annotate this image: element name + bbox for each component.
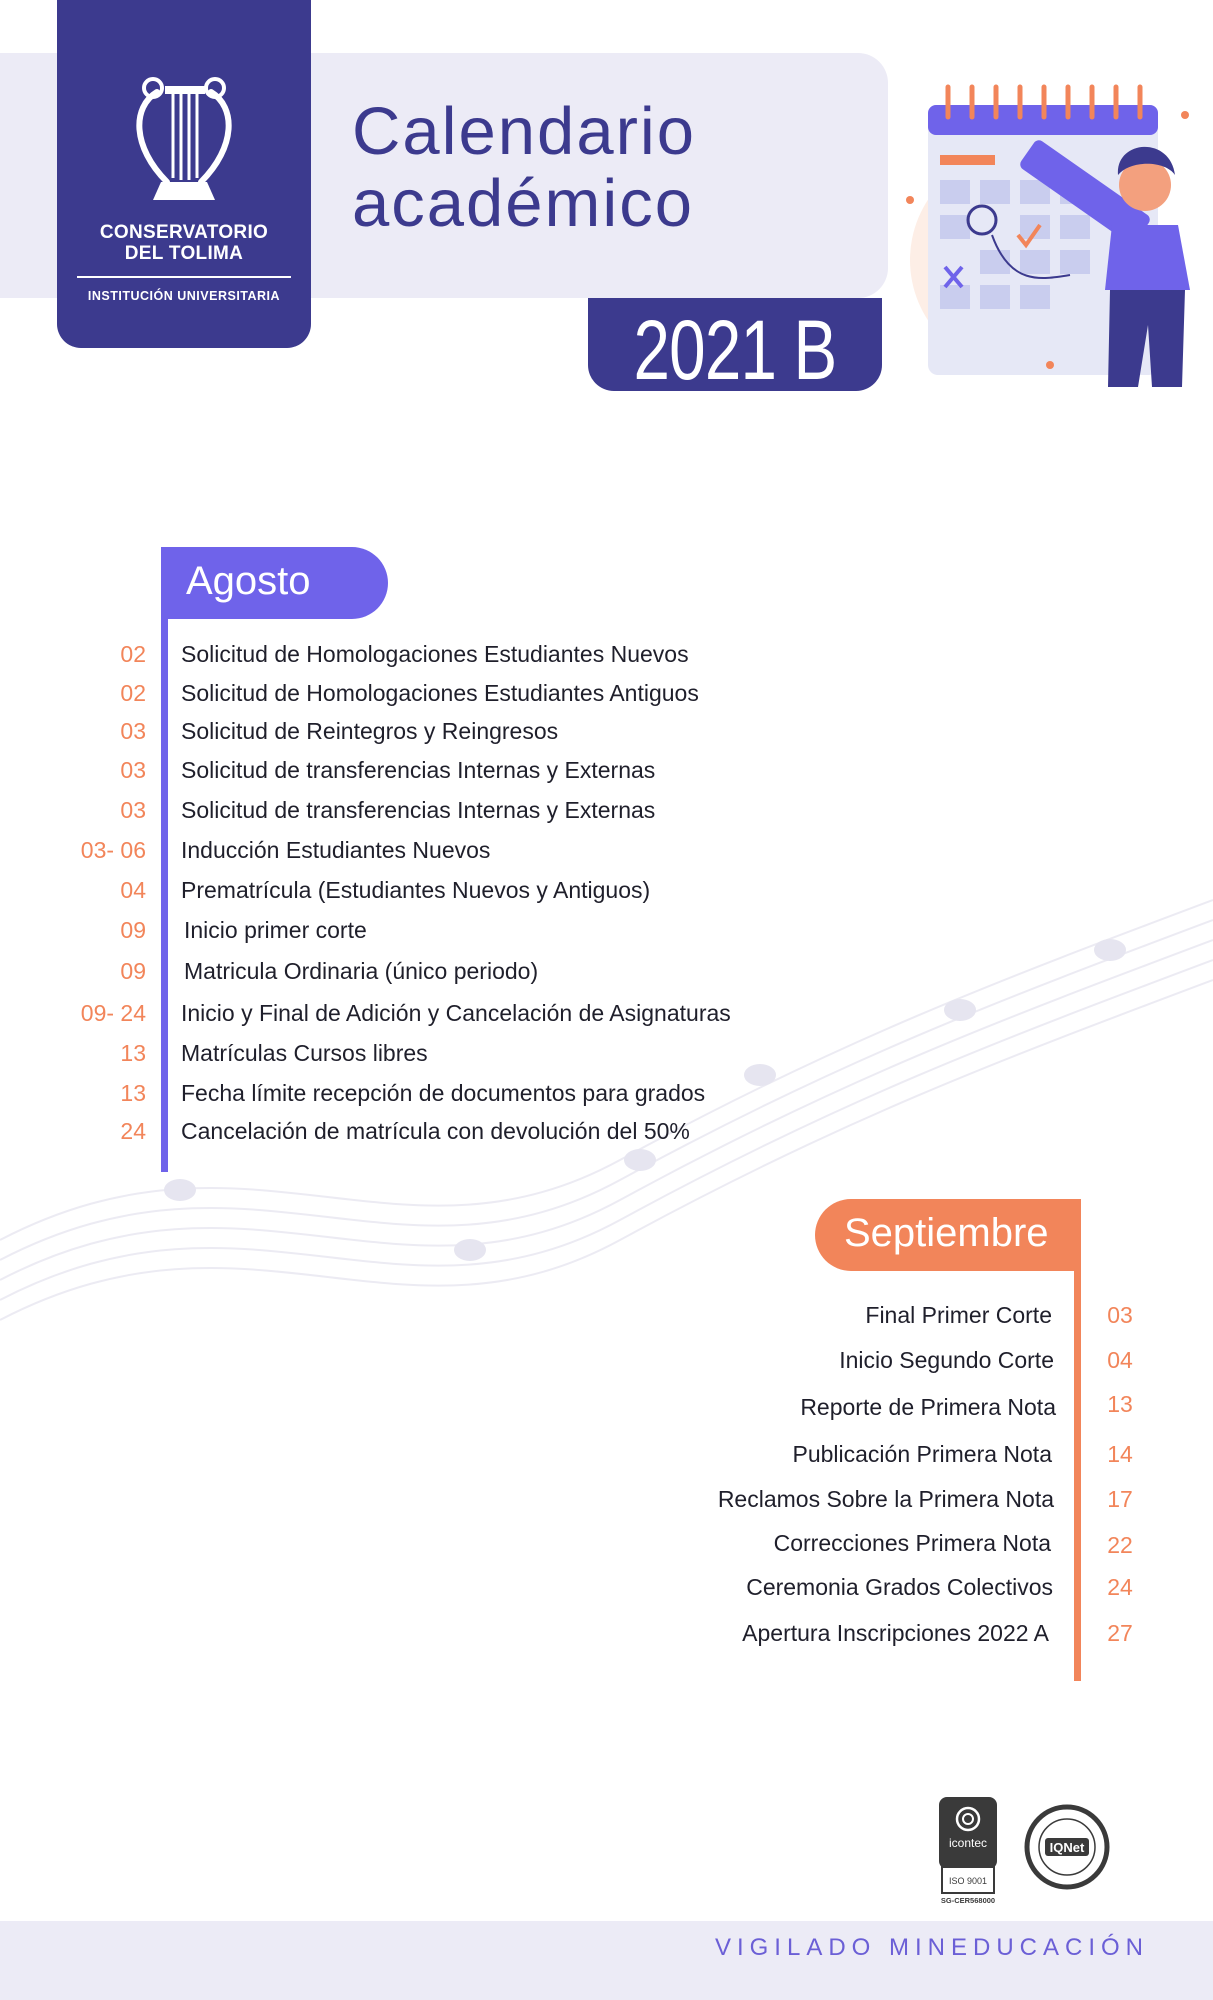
agosto-event-day: 03 [120, 718, 146, 744]
septiembre-event-text: Correcciones Primera Nota [773, 1530, 1051, 1556]
septiembre-event-day: 22 [1107, 1532, 1133, 1558]
footer-text: VIGILADO MINEDUCACIÓN [714, 1934, 1149, 1961]
septiembre-event-text: Final Primer Corte [865, 1302, 1052, 1328]
agosto-event-text: Cancelación de matrícula con devolución del 50% [181, 1118, 690, 1144]
agosto-event-text: Solicitud de Homologaciones Estudiantes Nuevos [181, 641, 689, 667]
agosto-event-text: Solicitud de transferencias Internas y Externas [181, 797, 656, 823]
institution-name-line1: CONSERVATORIO [99, 222, 269, 243]
agosto-event-day: 24 [120, 1118, 146, 1144]
agosto-event-text: Matricula Ordinaria (único periodo) [184, 958, 539, 984]
period-label: 2021 B [633, 303, 837, 397]
month-tab-agosto [162, 547, 388, 619]
agosto-event-text: Prematrícula (Estudiantes Nuevos y Antiguos) [181, 877, 651, 903]
institution-subtitle: INSTITUCIÓN UNIVERSITARIA [87, 289, 281, 303]
cert-code: SG-CER568000 [940, 1896, 996, 1905]
septiembre-event-text: Ceremonia Grados Colectivos [746, 1574, 1053, 1600]
agosto-event-text: Inducción Estudiantes Nuevos [181, 837, 491, 863]
agosto-event-day: 13 [120, 1040, 146, 1066]
septiembre-event-text: Inicio Segundo Corte [839, 1347, 1054, 1373]
agosto-event-day: 09- 24 [80, 1000, 146, 1026]
agosto-event-text: Solicitud de Homologaciones Estudiantes Antiguos [181, 680, 699, 706]
calendar-illustration [900, 75, 1213, 395]
septiembre-event-text: Reporte de Primera Nota [800, 1394, 1056, 1420]
agosto-event-day: 02 [120, 680, 146, 706]
agosto-event-day: 09 [120, 917, 146, 943]
agosto-event-day: 02 [120, 641, 146, 667]
septiembre-timeline-bar [1074, 1199, 1081, 1681]
lyre-icon [127, 72, 241, 212]
iqnet-seal [1027, 1807, 1107, 1887]
month-label-septiembre: Septiembre [844, 1211, 1049, 1255]
icontec-label: icontec [948, 1836, 988, 1850]
title-line1: Calendario [352, 94, 697, 169]
agosto-event-text: Solicitud de transferencias Internas y Externas [181, 757, 656, 783]
septiembre-event-day: 03 [1107, 1302, 1133, 1328]
certification-logos [937, 1795, 1117, 1905]
agosto-timeline-bar [161, 547, 168, 1172]
septiembre-event-day: 27 [1107, 1620, 1133, 1646]
agosto-event-text: Fecha límite recepción de documentos para grados [181, 1080, 706, 1106]
agosto-event-text: Inicio primer corte [184, 917, 367, 943]
septiembre-event-day: 04 [1107, 1347, 1133, 1373]
institution-name-line2: DEL TOLIMA [124, 243, 244, 264]
page-title [352, 96, 696, 240]
septiembre-event-day: 24 [1107, 1574, 1133, 1600]
agosto-event-day: 04 [120, 877, 146, 903]
septiembre-event-text: Publicación Primera Nota [792, 1441, 1052, 1467]
agosto-event-day: 03 [120, 797, 146, 823]
month-label-agosto: Agosto [186, 559, 311, 603]
iso-label: ISO 9001 [948, 1876, 988, 1886]
agosto-event-day: 13 [120, 1080, 146, 1106]
septiembre-event-day: 17 [1107, 1486, 1133, 1512]
icontec-seal [939, 1797, 997, 1905]
month-tab-septiembre [815, 1199, 1081, 1271]
agosto-event-text: Matrículas Cursos libres [181, 1040, 428, 1066]
agosto-event-text: Solicitud de Reintegros y Reingresos [181, 718, 559, 744]
septiembre-event-text: Apertura Inscripciones 2022 A [742, 1620, 1049, 1646]
septiembre-event-day: 13 [1107, 1391, 1133, 1417]
agosto-event-day: 03- 06 [80, 837, 146, 863]
agosto-event-day: 09 [120, 958, 146, 984]
agosto-event-day: 03 [120, 757, 146, 783]
septiembre-event-text: Reclamos Sobre la Primera Nota [717, 1486, 1054, 1512]
iqnet-label: IQNet [1049, 1840, 1085, 1855]
agosto-event-text: Inicio y Final de Adición y Cancelación de Asignaturas [181, 1000, 731, 1026]
period-badge [588, 298, 882, 397]
logo-divider [77, 276, 291, 278]
footer [0, 1921, 1213, 2000]
title-line2: académico [352, 166, 695, 241]
septiembre-event-day: 14 [1107, 1441, 1133, 1467]
institution-logo [57, 0, 311, 348]
